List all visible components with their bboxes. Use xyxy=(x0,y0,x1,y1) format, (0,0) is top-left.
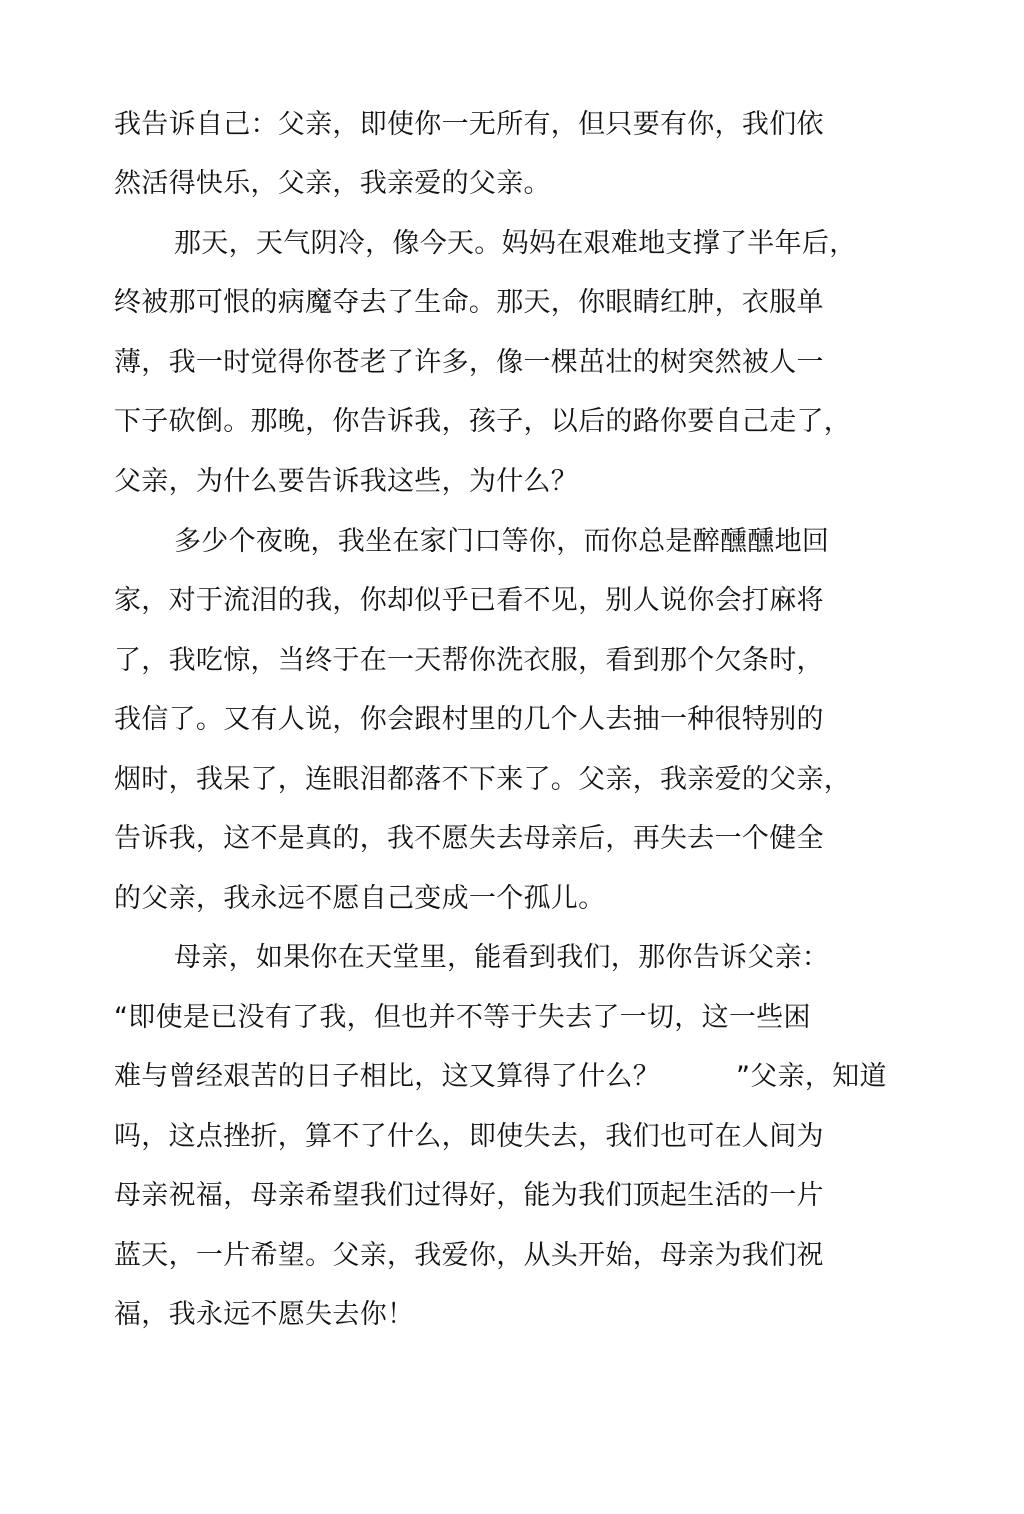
text-line: 蓝天，一片希望。父亲，我爱你，从头开始，母亲为我们祝 xyxy=(114,1240,824,1271)
text-line: 家，对于流泪的我，你却似乎已看不见，别人说你会打麻将 xyxy=(114,585,824,616)
text-line: 父亲，为什么要告诉我这些，为什么？ xyxy=(114,466,579,497)
paragraph-start-line: 那天，天气阴冷，像今天。妈妈在艰难地支撑了半年后， xyxy=(174,228,857,259)
text-line: 我信了。又有人说，你会跟村里的几个人去抽一种很特别的 xyxy=(114,704,824,735)
text-line-tail: ”父亲，知道 xyxy=(736,1061,887,1092)
text-line: 的父亲，我永远不愿自己变成一个孤儿。 xyxy=(114,883,606,914)
text-line: 吗，这点挫折，算不了什么，即使失去，我们也可在人间为 xyxy=(114,1121,824,1152)
paragraph-start-line: 母亲，如果你在天堂里，能看到我们，那你告诉父亲： xyxy=(174,942,830,973)
text-line: 难与曾经艰苦的日子相比，这又算得了什么？ xyxy=(114,1061,660,1092)
text-line: 烟时，我呆了，连眼泪都落不下来了。父亲，我亲爱的父亲， xyxy=(114,764,852,795)
paragraph-start-line: 多少个夜晚，我坐在家门口等你，而你总是醉醺醺地回 xyxy=(174,526,830,557)
text-line: 然活得快乐，父亲，我亲爱的父亲。 xyxy=(114,168,551,199)
text-line: 母亲祝福，母亲希望我们过得好，能为我们顶起生活的一片 xyxy=(114,1180,824,1211)
text-line: 薄，我一时觉得你苍老了许多，像一棵茁壮的树突然被人一 xyxy=(114,347,824,378)
text-line: 下子砍倒。那晚，你告诉我，孩子，以后的路你要自己走了， xyxy=(114,406,852,437)
text-line: “即使是已没有了我，但也并不等于失去了一切，这一些困 xyxy=(114,1002,811,1033)
text-line: 终被那可恨的病魔夺去了生命。那天，你眼睛红肿，衣服单 xyxy=(114,287,824,318)
text-line: 我告诉自己：父亲，即使你一无所有，但只要有你，我们依 xyxy=(114,109,824,140)
text-line: 告诉我，这不是真的，我不愿失去母亲后，再失去一个健全 xyxy=(114,823,824,854)
text-line: 了，我吃惊，当终于在一天帮你洗衣服，看到那个欠条时， xyxy=(114,645,824,676)
text-line: 福，我永远不愿失去你！ xyxy=(114,1299,415,1330)
